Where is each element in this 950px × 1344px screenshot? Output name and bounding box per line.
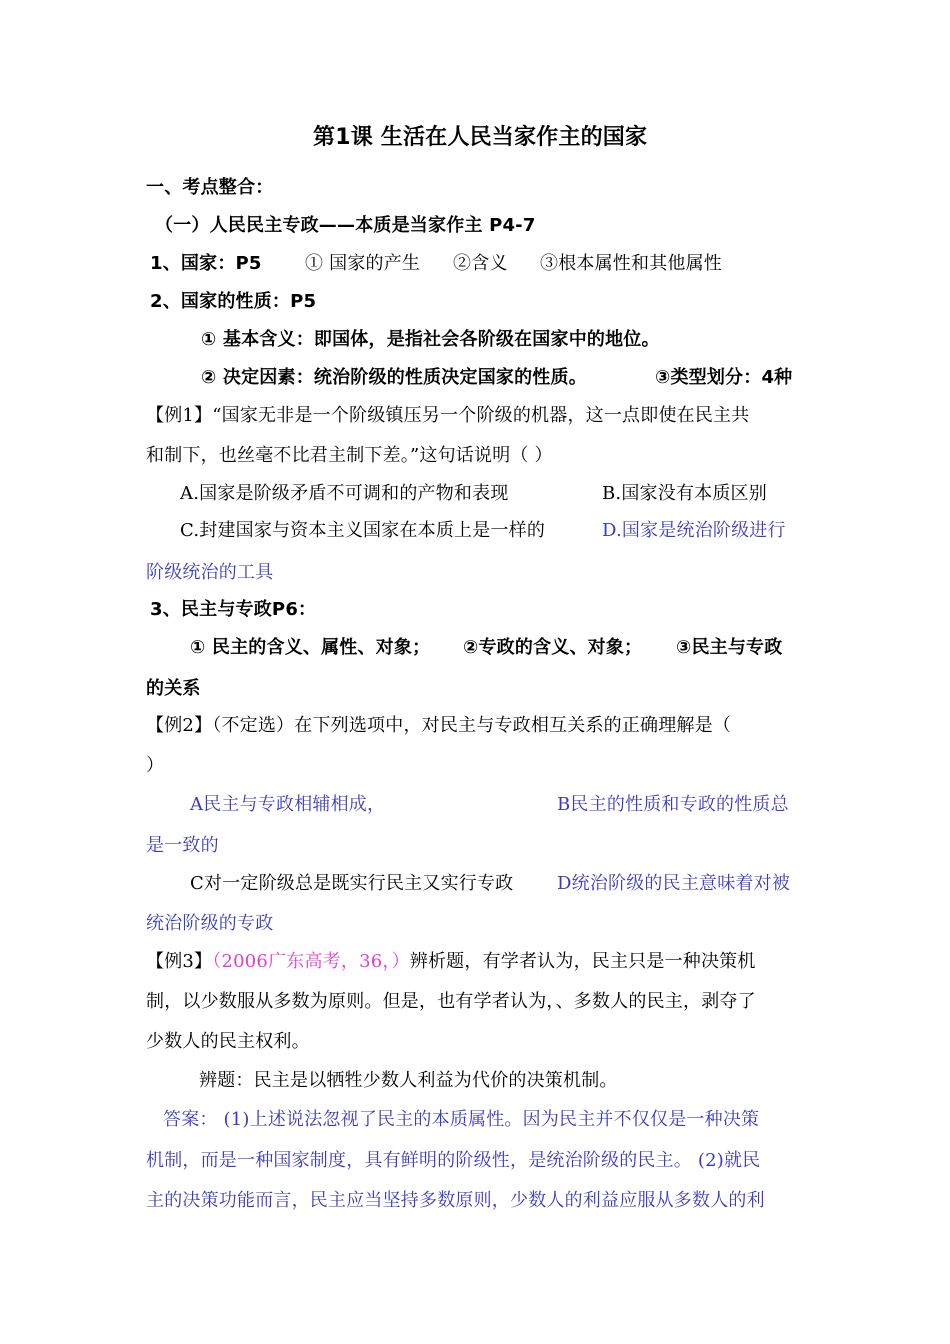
answer-text: 主的决策功能而言，民主应当坚持多数原则，少数人的利益应服从多数人的利 xyxy=(146,1190,765,1211)
point-2-line: ② 决定因素：统治阶级的性质决定国家的性质。 xyxy=(201,367,587,388)
answer-text: 机制，而是一种国家制度，具有鲜明的阶级性，是统治阶级的民主。 (2)就民 xyxy=(146,1150,761,1171)
point-2-line: ① 基本含义：即国体，是指社会各阶级在国家中的地位。 xyxy=(201,329,660,350)
example-2-text: ） xyxy=(146,755,165,776)
point-1-item: ③根本属性和其他属性 xyxy=(540,253,722,274)
example-3-text xyxy=(146,950,756,974)
point-1-item: ① 国家的产生 xyxy=(305,253,421,274)
example-3-topic: 辨题：民主是以牺牲少数人利益为代价的决策机制。 xyxy=(199,1070,618,1091)
point-1-heading: 1、国家：P5 xyxy=(150,253,262,274)
point-2-line: ③类型划分：4种 xyxy=(655,367,793,388)
example-2-option-b: B民主的性质和专政的性质总 xyxy=(557,794,789,815)
example-3-source: （2006广东高考，36，） xyxy=(212,951,410,972)
example-2-option-d: 统治阶级的专政 xyxy=(146,913,274,934)
page-title: 第1课 生活在人民当家作主的国家 xyxy=(313,125,648,150)
example-1-option-c: C.封建国家与资本主义国家在本质上是一样的 xyxy=(180,520,546,541)
example-2-option-c: C对一定阶级总是既实行民主又实行专政 xyxy=(190,873,514,894)
example-2-text: 【例2】（不定选）在下列选项中，对民主与专政相互关系的正确理解是（ xyxy=(146,715,732,736)
example-1-option-d: 阶级统治的工具 xyxy=(146,562,274,583)
example-1-option-b: B.国家没有本质区别 xyxy=(602,483,767,504)
section-heading: 一、考点整合： xyxy=(146,177,274,198)
example-3-text: 制，以少数服从多数为原则。但是，也有学者认为，、多数人的民主，剥夺了 xyxy=(146,991,756,1012)
point-3-line: ① 民主的含义、属性、对象； xyxy=(190,637,431,658)
example-1-option-d: D.国家是统治阶级进行 xyxy=(602,520,786,541)
example-1-text: 【例1】“国家无非是一个阶级镇压另一个阶级的机器，这一点即使在民主共 xyxy=(146,405,750,426)
point-3-line: 的关系 xyxy=(146,678,201,699)
point-2-heading: 2、国家的性质：P5 xyxy=(150,291,317,312)
point-3-line: ②专政的含义、对象； xyxy=(463,637,643,658)
subsection-heading: （一）人民民主专政——本质是当家作主 P4-7 xyxy=(155,215,536,236)
answer-text: 答案： (1)上述说法忽视了民主的本质属性。因为民主并不仅仅是一种决策 xyxy=(163,1109,760,1130)
example-3-label: 【例3】 xyxy=(146,951,213,972)
example-3-question: 辨析题，有学者认为，民主只是一种决策机 xyxy=(409,951,756,972)
point-1-item: ②含义 xyxy=(453,253,508,274)
point-3-line: ③民主与专政 xyxy=(676,637,783,658)
example-1-text: 和制下，也丝毫不比君主制下差。”这句话说明（ ） xyxy=(146,445,553,466)
example-2-option-a: A民主与专政相辅相成， xyxy=(190,794,386,815)
point-3-heading: 3、民主与专政P6： xyxy=(150,599,317,620)
example-3-text: 少数人的民主权利。 xyxy=(146,1031,310,1052)
example-2-option-b: 是一致的 xyxy=(146,835,219,856)
example-1-option-a: A.国家是阶级矛盾不可调和的产物和表现 xyxy=(180,483,509,504)
example-2-option-d: D统治阶级的民主意味着对被 xyxy=(557,873,791,894)
